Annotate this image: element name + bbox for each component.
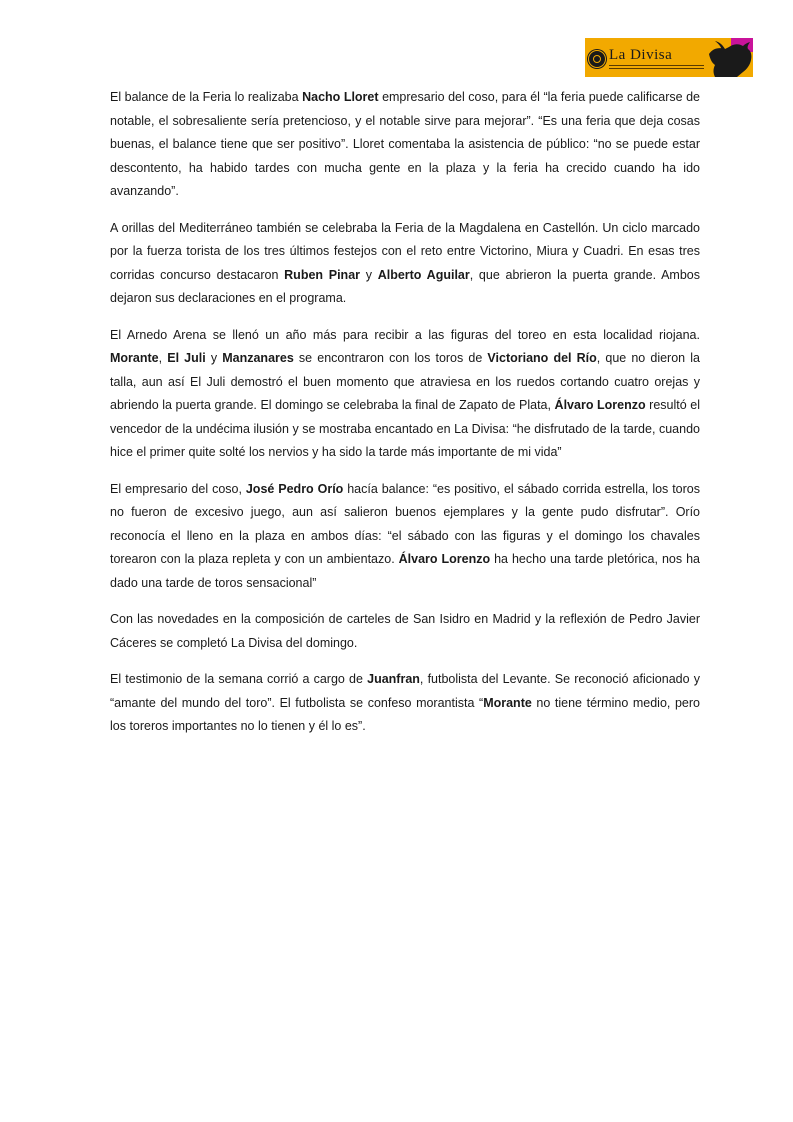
paragraph [110,324,700,465]
text-run: empresario del coso, para él “la feria puede calificarse de notable, el sobresaliente sería pretencioso, y el notable sirve para mejorar”. “Es una feria que deja cosas buenas, el balance tiene que ser positivo”. Lloret comentaba la asistencia de público: “no se puede estar descontento, ha habido tardes con mucha gente en la plaza y la feria ha crecido cuando ha ido avanzando”. [110,90,700,198]
logo-bull-panel [707,38,753,77]
text-run: hacía balance: “es positivo, el sábado corrida estrella, los toros no fueron de excesivo juego, aun así salieron buenos ejemplares y la gente pudo disfrutar”. Orío reconocía el lleno en la plaza en ambos días: “el sábado con las figuras y el domingo los chavales torearon con la plaza repleta y con un ambientazo. [110,481,700,566]
bull-icon [707,38,753,77]
text-run: , que no dieron la talla, aun así El Juli demostró el buen momento que atraviesa en los ruedos cortando cuatro orejas y abriendo la puerta grande. El domingo se celebraba la final de Zapato de Plata, [110,351,700,412]
paragraph [110,608,700,655]
text-run: El Arnedo Arena se llenó un año más para recibir a las figuras del toreo en esta localidad riojana. [110,327,700,342]
text-run: , que abrieron la puerta grande. Ambos dejaron sus declaraciones en el programa. [110,267,700,305]
text-run: se encontraron con los toros de [293,351,488,365]
article-body [110,86,700,752]
text-run: y [205,351,223,365]
la-divisa-logo [585,38,753,77]
text-run: no tiene término medio, pero los toreros importantes no lo tienen y él lo es”. [110,695,700,733]
bold-name: Alberto Aguilar [377,267,470,282]
bold-name: Nacho Lloret [302,90,379,104]
paragraph [110,86,700,204]
bold-name: Ruben Pinar [284,267,361,282]
text-run: ha hecho una tarde pletórica, nos ha dado una tarde de toros sensacional” [110,552,700,590]
bold-name: Morante [110,351,159,365]
logo-name: La Divisa [609,47,673,63]
text-run: El balance de la Feria lo realizaba [110,90,303,104]
logo-tagline [609,65,704,71]
bold-name: Álvaro Lorenzo [398,552,491,566]
seal-icon [588,50,606,68]
text-run: y [360,267,378,282]
bold-name: Victoriano del Río [487,351,597,365]
paragraph [110,478,700,596]
text-run: resultó el vencedor de la undécima ilusión y se mostraba encantado en La Divisa: “he disfrutado de la tarde, cuando hice el primer quite solté los nervios y ha sido la tarde más importante de mi vida” [110,398,700,459]
bold-name: Morante [483,695,532,710]
paragraph [110,668,700,739]
text-run: A orillas del Mediterráneo también se celebraba la Feria de la Magdalena en Castellón. Un ciclo marcado por la fuerza torista de los tres últimos festejos con el reto entre Victorino, Miura y Cuadri. En esas tres corridas concurso destacaron [110,220,700,282]
bold-name: El Juli [167,351,206,365]
text-run: El testimonio de la semana corrió a cargo de [110,672,368,686]
paragraph [110,217,700,311]
bold-name: Álvaro Lorenzo [554,398,646,412]
logo-brand-panel [585,38,707,77]
text-run: , [158,351,168,365]
bold-name: Manzanares [222,351,294,365]
text-run: El empresario del coso, [110,481,246,496]
bold-name: Juanfran [367,672,420,686]
text-run: Con las novedades en la composición de carteles de San Isidro en Madrid y la reflexión de Pedro Javier Cáceres se completó La Divisa del domingo. [110,612,700,650]
bold-name: José Pedro Orío [245,481,344,496]
text-run: , futbolista del Levante. Se reconoció aficionado y “amante del mundo del toro”. El futbolista se confeso morantista “ [110,672,700,710]
